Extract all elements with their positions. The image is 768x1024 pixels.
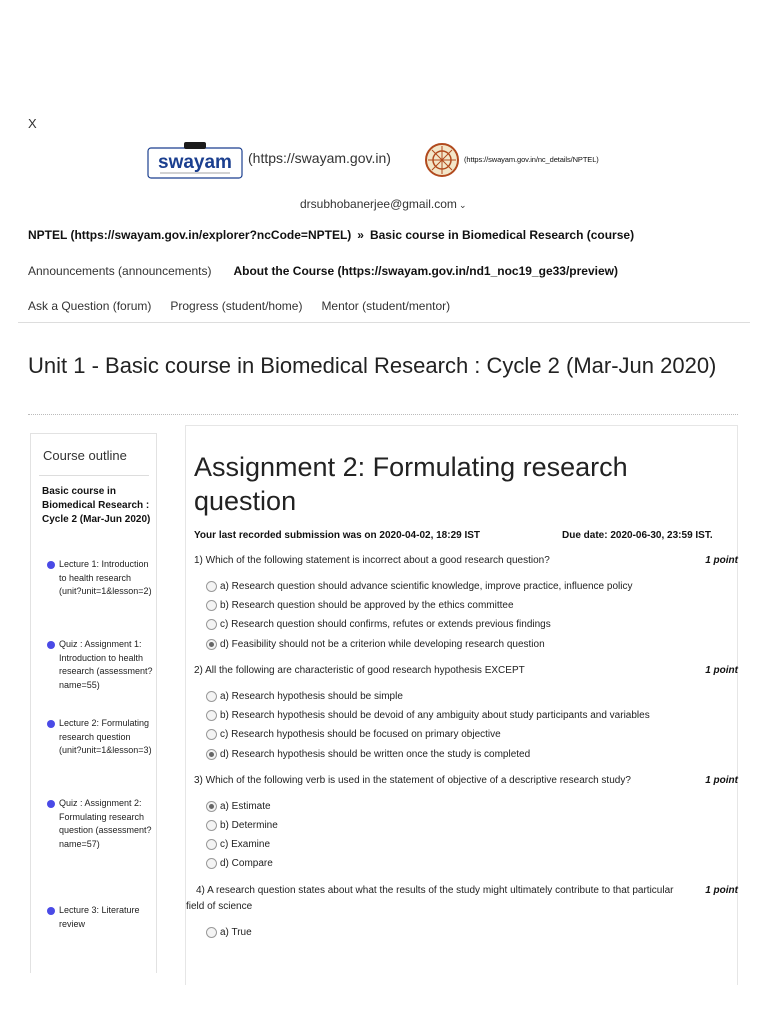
assignment-title: Assignment 2: Formulating research question bbox=[194, 452, 628, 516]
bullet-icon bbox=[47, 720, 55, 728]
sidebar-course-name[interactable]: Basic course in Biomedical Research : Cycle 2 (Mar-Jun 2020) bbox=[42, 486, 151, 525]
assignment-panel bbox=[185, 425, 738, 985]
radio-button[interactable] bbox=[206, 839, 217, 850]
option-label: a) Research question should advance scientific knowledge, improve practice, influence policy bbox=[220, 581, 633, 592]
bullet-icon bbox=[47, 561, 55, 569]
question-text: 1) Which of the following statement is incorrect about a good research question? bbox=[194, 555, 550, 566]
breadcrumb-nptel-link[interactable]: NPTEL (https://swayam.gov.in/explorer?ncCode=NPTEL) bbox=[28, 228, 352, 242]
course-outline-sidebar bbox=[30, 433, 157, 973]
q4-option-a[interactable] bbox=[206, 927, 252, 938]
option-label: d) Research hypothesis should be written once the study is completed bbox=[220, 749, 531, 760]
question-points: 1 point bbox=[705, 775, 738, 786]
swayam-logo-text: swayam bbox=[158, 152, 232, 173]
nav-announcements[interactable]: Announcements (announcements) bbox=[28, 264, 212, 278]
option-label: d) Feasibility should not be a criterion while developing research question bbox=[220, 639, 545, 650]
breadcrumb bbox=[28, 228, 634, 242]
radio-button[interactable] bbox=[206, 619, 217, 630]
user-email: drsubhobanerjee@gmail.com bbox=[300, 197, 457, 211]
question-text: 3) Which of the following verb is used in the statement of objective of a descriptive research study? bbox=[194, 775, 631, 786]
sidebar-item-lecture-2[interactable] bbox=[47, 717, 155, 758]
last-submission: Your last recorded submission was on 2020-04-02, 18:29 IST bbox=[194, 530, 481, 541]
sidebar-item-label: Lecture 1: Introduction to health research (unit?unit=1&lesson=2) bbox=[59, 559, 152, 597]
q1-option-a[interactable] bbox=[206, 581, 632, 592]
option-label: b) Research question should be approved by the ethics committee bbox=[220, 600, 514, 611]
sidebar-item-label: Quiz : Assignment 1: Introduction to health research (assessment?name=55) bbox=[59, 639, 153, 690]
breadcrumb-course[interactable]: Basic course in Biomedical Research (course) bbox=[369, 228, 635, 242]
sidebar-title: Course outline bbox=[43, 448, 127, 463]
user-menu[interactable] bbox=[300, 197, 466, 211]
divider bbox=[18, 322, 750, 323]
option-label: b) Research hypothesis should be devoid of any ambiguity about study participants and variables bbox=[220, 710, 650, 721]
divider bbox=[28, 414, 738, 415]
option-label: c) Examine bbox=[220, 839, 271, 850]
bullet-icon bbox=[47, 641, 55, 649]
sidebar-item-lecture-1[interactable] bbox=[47, 558, 155, 599]
question-text: 2) All the following are characteristic of good research hypothesis EXCEPT bbox=[194, 665, 525, 676]
radio-button[interactable] bbox=[206, 729, 217, 740]
option-label: a) True bbox=[220, 927, 252, 938]
page-title: Unit 1 - Basic course in Biomedical Research : Cycle 2 (Mar-Jun 2020) bbox=[28, 353, 717, 378]
q3-option-c[interactable] bbox=[206, 839, 270, 850]
q3-option-a[interactable] bbox=[206, 801, 271, 812]
sidebar-item-quiz-1[interactable] bbox=[47, 638, 155, 692]
option-label: b) Determine bbox=[220, 820, 278, 831]
q1-option-d[interactable] bbox=[206, 639, 545, 650]
sidebar-item-label: Lecture 2: Formulating research question (unit?unit=1&lesson=3) bbox=[59, 718, 152, 756]
radio-button-selected[interactable] bbox=[206, 801, 217, 812]
radio-button[interactable] bbox=[206, 691, 217, 702]
q2-option-a[interactable] bbox=[206, 691, 403, 702]
radio-button[interactable] bbox=[206, 927, 217, 938]
chevron-down-icon: ⌄ bbox=[458, 200, 467, 210]
bullet-icon bbox=[47, 800, 55, 808]
q2-option-d[interactable] bbox=[206, 749, 530, 760]
q3-option-b[interactable] bbox=[206, 820, 278, 831]
radio-button[interactable] bbox=[206, 858, 217, 869]
q3-option-d[interactable] bbox=[206, 858, 273, 869]
divider bbox=[39, 475, 149, 476]
sidebar-item-label: Lecture 3: Literature review bbox=[59, 905, 140, 929]
breadcrumb-separator: » bbox=[357, 228, 364, 242]
course-nav-row-1 bbox=[28, 264, 640, 278]
nav-mentor[interactable]: Mentor (student/mentor) bbox=[321, 299, 451, 313]
swayam-logo[interactable] bbox=[146, 140, 244, 180]
nav-progress[interactable]: Progress (student/home) bbox=[170, 299, 303, 313]
option-label: d) Compare bbox=[220, 858, 273, 869]
option-label: c) Research hypothesis should be focused on primary objective bbox=[220, 729, 501, 740]
q2-option-b[interactable] bbox=[206, 710, 650, 721]
nptel-logo[interactable] bbox=[424, 142, 460, 178]
radio-button[interactable] bbox=[206, 581, 217, 592]
due-date: Due date: 2020-06-30, 23:59 IST. bbox=[562, 530, 713, 541]
option-label: a) Research hypothesis should be simple bbox=[220, 691, 403, 702]
close-button[interactable]: X bbox=[28, 116, 37, 131]
radio-button[interactable] bbox=[206, 820, 217, 831]
sidebar-item-label: Quiz : Assignment 2: Formulating research question (assessment?name=57) bbox=[59, 798, 152, 849]
bullet-icon bbox=[47, 907, 55, 915]
q1-option-c[interactable] bbox=[206, 619, 551, 630]
option-label: c) Research question should confirms, refutes or extends previous findings bbox=[220, 619, 551, 630]
nav-ask-question[interactable]: Ask a Question (forum) bbox=[28, 299, 152, 313]
radio-button-selected[interactable] bbox=[206, 749, 217, 760]
course-nav-row-2 bbox=[28, 299, 469, 313]
swayam-link[interactable]: (https://swayam.gov.in) bbox=[248, 150, 391, 166]
option-label: a) Estimate bbox=[220, 801, 271, 812]
sidebar-item-quiz-2[interactable] bbox=[47, 797, 155, 851]
nav-about-course[interactable]: About the Course (https://swayam.gov.in/nd1_noc19_ge33/preview) bbox=[233, 264, 618, 278]
radio-button[interactable] bbox=[206, 710, 217, 721]
q1-option-b[interactable] bbox=[206, 600, 514, 611]
nptel-link[interactable]: (https://swayam.gov.in/nc_details/NPTEL) bbox=[464, 155, 599, 164]
question-points: 1 point bbox=[705, 885, 738, 896]
radio-button-selected[interactable] bbox=[206, 639, 217, 650]
sidebar-item-lecture-3[interactable] bbox=[47, 904, 155, 931]
question-points: 1 point bbox=[705, 555, 738, 566]
radio-button[interactable] bbox=[206, 600, 217, 611]
question-text: 4) A research question states about what the results of the study might ultimately contribute to that particular field of science bbox=[186, 885, 674, 912]
q2-option-c[interactable] bbox=[206, 729, 501, 740]
question-points: 1 point bbox=[705, 665, 738, 676]
